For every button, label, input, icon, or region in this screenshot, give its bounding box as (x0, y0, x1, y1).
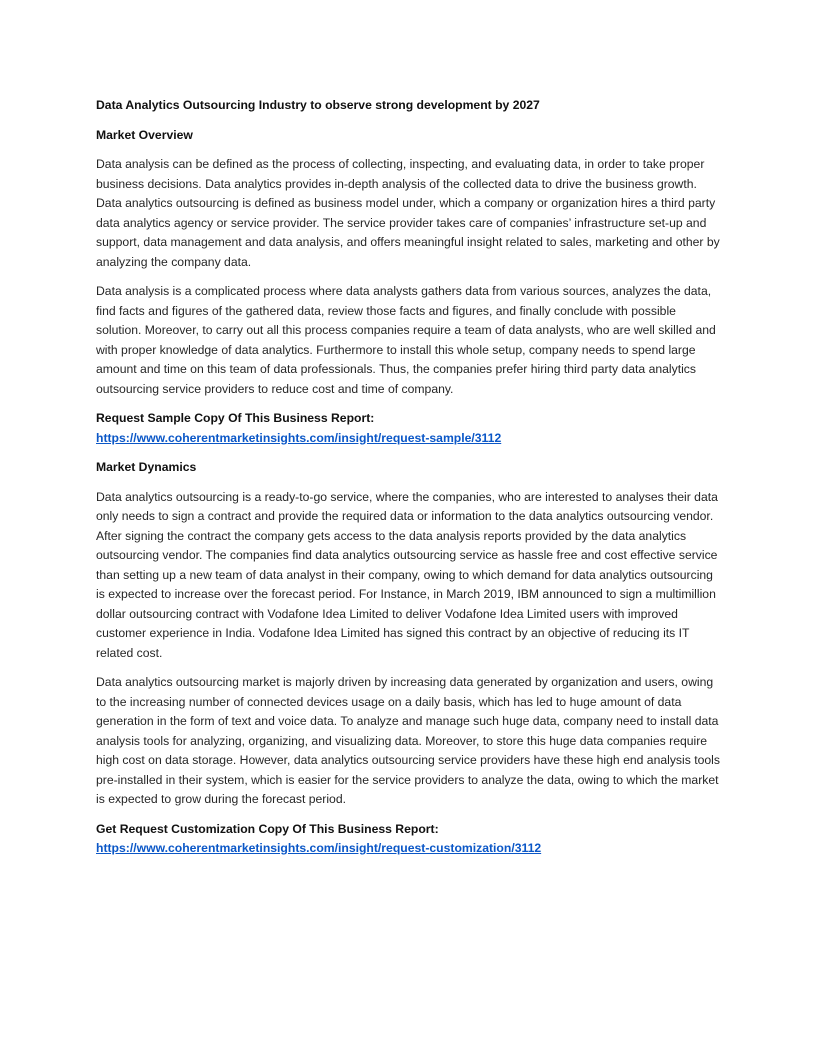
request-customization-label: Get Request Customization Copy Of This Business Report: (96, 821, 439, 836)
document-page (96, 96, 722, 869)
request-sample-link[interactable]: https://www.coherentmarketinsights.com/insight/request-sample/3112 (96, 430, 502, 445)
request-sample-block (96, 409, 722, 448)
request-customization-block (96, 820, 722, 859)
request-sample-label: Request Sample Copy Of This Business Report: (96, 411, 375, 425)
request-customization-link[interactable]: https://www.coherentmarketinsights.com/insight/request-customization/3112 (96, 841, 542, 855)
dynamics-paragraph-2: Data analytics outsourcing market is majorly driven by increasing data generated by organization and users, owing to the increasing number of connected devices usage on a daily basis, which has led to huge amount of data generation in the form of text and voice data. To analyze and manage such huge data, company need to install data analysis tools for analyzing, organizing, and visualizing data. Moreover, to store this huge data companies require high cost on data storage. However, data analytics outsourcing service providers have these high end analysis tools pre-installed in their system, which is easier for the service providers to analyze the data, owing to which the market is expected to grow during the forecast period. (96, 675, 720, 806)
overview-paragraph-1: Data analysis can be defined as the process of collecting, inspecting, and evaluating data, in order to take proper business decisions. Data analytics provides in-depth analysis of the collected data to drive the business growth. Data analytics outsourcing is defined as business model under, which a company or organization hires a third party data analytics agency or service provider. The service provider takes care of companies’ infrastructure set-up and support, data management and data analysis, and offers meaningful insight related to sales, marketing and other by analyzing the company data. (96, 157, 720, 269)
overview-paragraph-2: Data analysis is a complicated process where data analysts gathers data from various sources, analyzes the data, find facts and figures of the gathered data, review those facts and figures, and finally conclude with possible solution. Moreover, to carry out all this process companies require a team of data analysts, who are well skilled and with proper knowledge of data analytics. Furthermore to install this whole setup, company needs to spend large amount and time on this team of data professionals. Thus, the companies prefer hiring third party data analytics outsourcing service providers to reduce cost and time of company. (96, 284, 716, 396)
market-dynamics-heading: Market Dynamics (96, 460, 197, 474)
market-overview-heading: Market Overview (96, 127, 193, 142)
dynamics-paragraph-1: Data analytics outsourcing is a ready-to-go service, where the companies, who are interested to analyses their data only needs to sign a contract and provide the required data or information to the data analytics outsourcing vendor. After signing the contract the company gets access to the data analysis reports provided by the data analytics outsourcing vendor. The companies find data analytics outsourcing service as hassle free and cost effective service than setting up a new team of data analyst in their company, owing to which demand for data analytics outsourcing is expected to increase over the forecast period. For Instance, in March 2019, IBM announced to sign a multimillion dollar outsourcing contract with Vodafone Idea Limited to deliver Vodafone Idea Limited users with improved customer experience in India. Vodafone Idea Limited has signed this contract by an objective of reducing its IT related cost. (96, 489, 718, 660)
document-title: Data Analytics Outsourcing Industry to observe strong development by 2027 (96, 98, 540, 112)
